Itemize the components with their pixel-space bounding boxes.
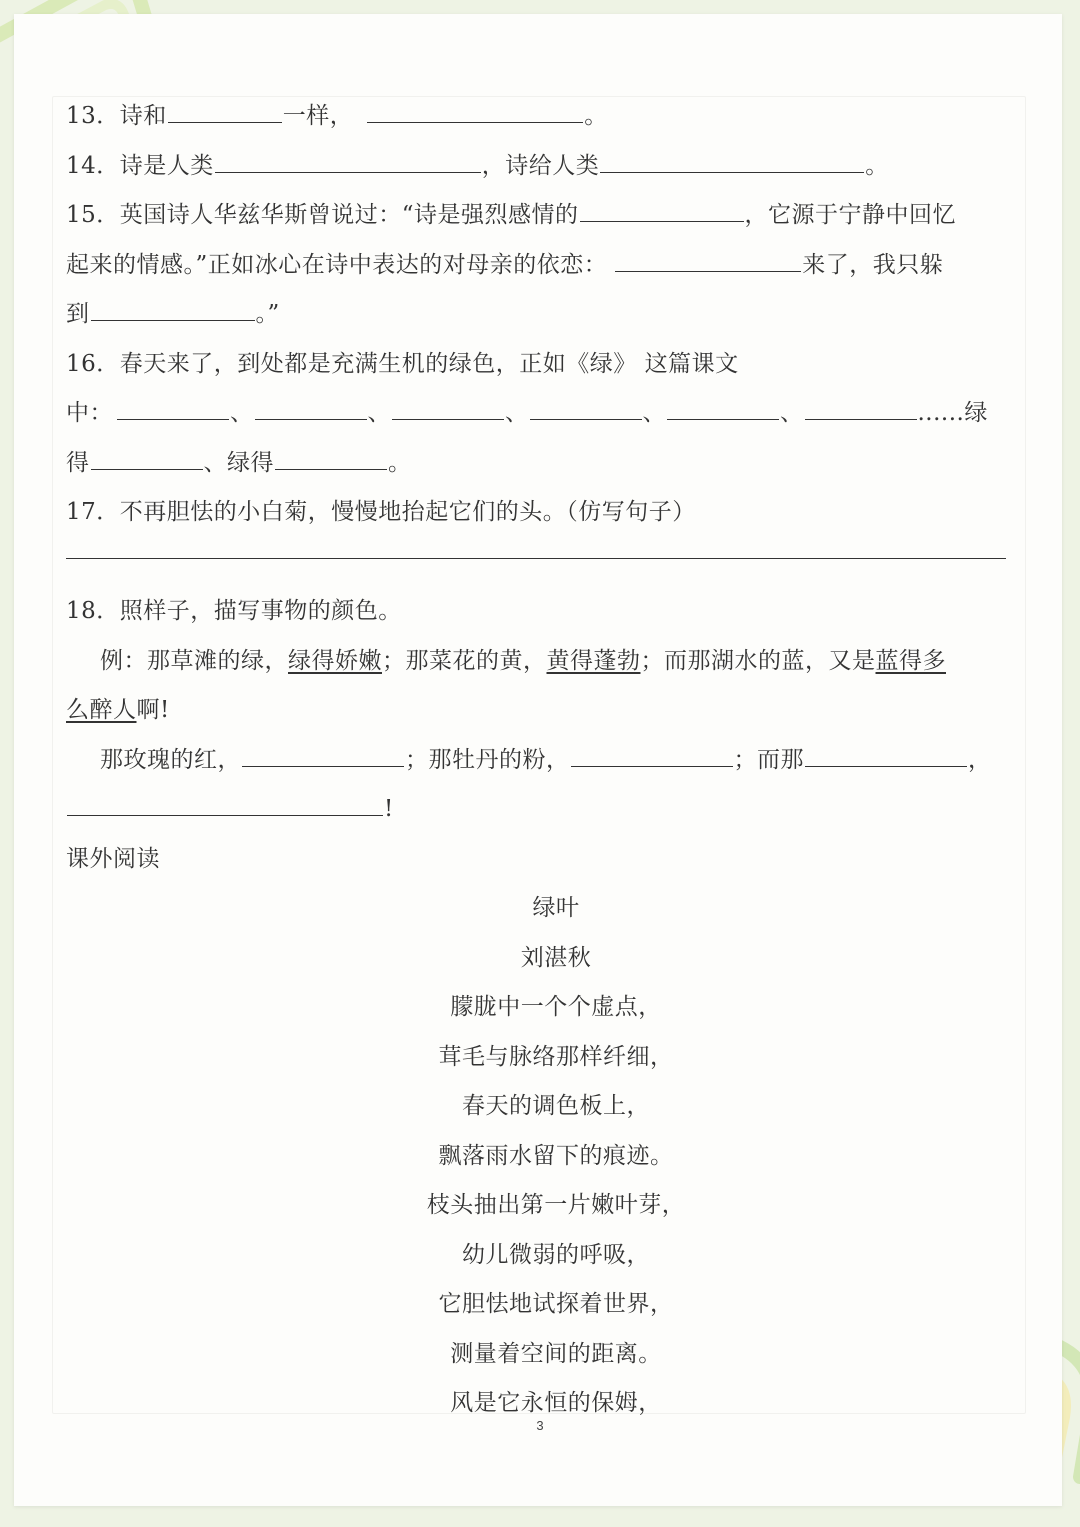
- separator: 、: [780, 400, 804, 426]
- fill-blank[interactable]: [91, 449, 203, 470]
- question-text: 春天来了，到处都是充满生机的绿色，正如《绿》 这篇课文: [119, 350, 739, 377]
- fill-blank[interactable]: [91, 300, 255, 321]
- question-text: ，诗给人类: [481, 152, 600, 179]
- poem-line: 测量着空间的距离。: [450, 1340, 662, 1367]
- example-text: 例：那草滩的绿，: [100, 647, 288, 674]
- poem-line: 朦胧中一个个虚点，: [450, 994, 662, 1020]
- question-15-line-3: [66, 290, 1016, 340]
- poem-line: 幼儿微弱的呼吸，: [462, 1241, 650, 1268]
- fill-blank[interactable]: [275, 449, 387, 470]
- question-17: [66, 488, 1016, 538]
- separator: 、: [642, 400, 666, 426]
- separator: 、: [505, 400, 529, 426]
- question-text: ......绿: [917, 400, 988, 426]
- practice-line-2: [66, 785, 1016, 835]
- question-text: 中：: [66, 400, 113, 426]
- question-16-line-3: [66, 439, 1016, 489]
- fill-blank[interactable]: [117, 399, 229, 420]
- question-text: 、绿得: [203, 449, 274, 476]
- poem-line: 飘落雨水留下的痕迹。: [438, 1142, 674, 1169]
- poem-line: 茸毛与脉络那样纤细，: [438, 1043, 674, 1070]
- question-text: 来了，我只躲: [802, 251, 944, 278]
- question-text: 。”: [255, 301, 280, 327]
- question-text: ，: [968, 746, 992, 773]
- poem-line: 风是它永恒的保姆，: [450, 1390, 662, 1416]
- separator: 、: [230, 400, 254, 426]
- question-text: 。: [865, 152, 889, 179]
- question-18: [66, 587, 1016, 637]
- question-13: [66, 92, 1016, 142]
- poem-line: 春天的调色板上，: [462, 1093, 650, 1119]
- question-16-line-2: [66, 389, 1016, 439]
- fill-blank[interactable]: [392, 399, 504, 420]
- question-text: 不再胆怯的小白菊，慢慢地抬起它们的头。（仿写句子）: [119, 499, 696, 525]
- question-text: 一样，: [282, 103, 354, 129]
- example-text: ；那菜花的黄，: [382, 647, 547, 674]
- question-text: ，它源于宁静中回忆: [744, 202, 957, 228]
- practice-line-1: [66, 736, 1016, 786]
- example-text: 啊!: [136, 697, 170, 723]
- question-number: 17．: [66, 499, 120, 525]
- example-underlined: 蓝得多: [875, 647, 946, 674]
- question-text: 起来的情感。”正如冰心在诗中表达的对母亲的依恋：: [66, 251, 608, 278]
- fill-blank[interactable]: [367, 102, 583, 123]
- question-number: 13．: [66, 103, 120, 129]
- fill-blank[interactable]: [615, 251, 801, 272]
- fill-blank[interactable]: [168, 102, 282, 123]
- question-number: 15．: [66, 202, 120, 228]
- question-text: 照样子，描写事物的颜色。: [119, 598, 402, 624]
- question-text: 诗是人类: [119, 152, 214, 179]
- question-text: 到: [66, 301, 90, 327]
- fill-blank[interactable]: [667, 399, 779, 420]
- question-number: 18．: [66, 598, 120, 624]
- question-text: 。: [584, 103, 608, 129]
- example-underlined: 么醉人: [66, 697, 137, 723]
- worksheet-content: [66, 92, 1016, 1429]
- example-line-1: [66, 637, 1016, 687]
- poem-title: 绿叶: [532, 895, 580, 921]
- poem-author: 刘湛秋: [520, 944, 592, 971]
- fill-blank[interactable]: [571, 746, 733, 767]
- question-15-line-2: [66, 241, 1016, 291]
- fill-blank[interactable]: [805, 399, 917, 420]
- fill-blank[interactable]: [600, 152, 864, 173]
- question-text: 。: [388, 449, 412, 476]
- example-text: ；而那湖水的蓝，又是: [640, 647, 876, 674]
- example-underlined: 黄得蓬勃: [546, 647, 641, 674]
- fill-blank[interactable]: [215, 152, 481, 173]
- fill-blank[interactable]: [67, 795, 383, 816]
- question-text: 得: [66, 449, 90, 476]
- question-number: 16．: [66, 350, 120, 377]
- question-text: 那玫瑰的红，: [100, 746, 241, 773]
- page-number: 3: [536, 1418, 544, 1433]
- question-text: ；那牡丹的粉，: [405, 746, 570, 773]
- fill-blank[interactable]: [255, 399, 367, 420]
- question-15-line-1: [66, 191, 1016, 241]
- example-line-2: [66, 686, 1016, 736]
- example-underlined: 绿得娇嫩: [288, 647, 382, 674]
- question-text: 诗和: [119, 103, 167, 129]
- poem-line: 它胆怯地试探着世界，: [438, 1291, 674, 1317]
- fill-blank[interactable]: [242, 746, 404, 767]
- fill-blank[interactable]: [805, 746, 967, 767]
- question-16-line-1: [66, 340, 1016, 390]
- separator: 、: [367, 400, 391, 426]
- poem-line: 枝头抽出第一片嫩叶芽，: [426, 1192, 686, 1218]
- question-text: !: [384, 796, 394, 822]
- question-text: ；而那: [733, 746, 804, 773]
- fill-blank[interactable]: [580, 201, 744, 222]
- question-14: [66, 142, 1016, 192]
- question-number: 14．: [66, 152, 120, 179]
- reading-heading: 课外阅读: [66, 845, 160, 872]
- fill-blank[interactable]: [530, 399, 642, 420]
- question-text: 英国诗人华兹华斯曾说过：“诗是强烈感情的: [119, 202, 579, 228]
- answer-line[interactable]: [66, 538, 1016, 588]
